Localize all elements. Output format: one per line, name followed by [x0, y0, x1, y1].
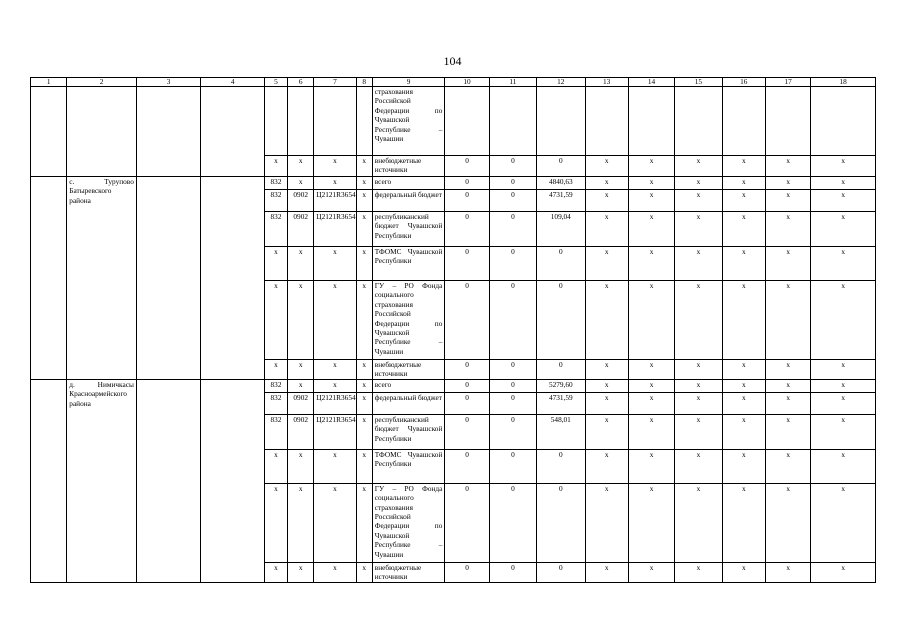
ministry-code: х	[264, 247, 287, 281]
value-col-15: х	[675, 177, 722, 190]
value-col-14: х	[628, 212, 674, 247]
value-col-17: х	[765, 449, 810, 483]
value-col-13: х	[585, 190, 628, 212]
value-col-12: 0	[537, 483, 585, 562]
empty-cell	[31, 87, 67, 156]
value-col-15: х	[675, 247, 722, 281]
empty-cell	[314, 87, 356, 156]
value-col-14: х	[628, 190, 674, 212]
section-code: х	[288, 247, 314, 281]
value-col-17: х	[765, 247, 810, 281]
empty-cell	[31, 392, 67, 414]
value-col-10: 0	[445, 414, 489, 449]
funding-source: республиканский бюджет Чувашской Республики	[372, 212, 445, 247]
value-col-11: 0	[489, 281, 536, 360]
value-col-15: х	[675, 156, 722, 177]
empty-cell	[537, 87, 585, 156]
value-col-12: 0	[537, 562, 585, 582]
empty-cell	[811, 87, 876, 156]
ministry-code: х	[264, 483, 287, 562]
value-col-10: 0	[445, 177, 489, 190]
value-col-17: х	[765, 212, 810, 247]
value-col-15: х	[675, 392, 722, 414]
funding-source: федеральный бюджет	[372, 190, 445, 212]
value-col-14: х	[628, 247, 674, 281]
empty-cell	[675, 87, 722, 156]
value-col-16: х	[722, 212, 765, 247]
value-col-18: х	[811, 156, 876, 177]
value-col-12: 5279,60	[537, 379, 585, 392]
expense-type-code: х	[356, 414, 372, 449]
ministry-code: х	[264, 156, 287, 177]
ministry-code: х	[264, 360, 287, 380]
column-number-header: 10	[445, 78, 489, 87]
value-col-12: 0	[537, 156, 585, 177]
value-col-14: х	[628, 483, 674, 562]
empty-cell	[31, 483, 67, 562]
empty-cell	[31, 177, 67, 190]
value-col-16: х	[722, 483, 765, 562]
empty-cell	[201, 156, 265, 177]
column-number-header: 6	[288, 78, 314, 87]
value-col-18: х	[811, 483, 876, 562]
empty-cell	[201, 87, 265, 156]
value-col-13: х	[585, 562, 628, 582]
empty-cell	[585, 87, 628, 156]
value-col-11: 0	[489, 392, 536, 414]
table-row	[31, 379, 876, 392]
ministry-code: 832	[264, 392, 287, 414]
value-col-17: х	[765, 379, 810, 392]
value-col-15: х	[675, 212, 722, 247]
value-col-10: 0	[445, 562, 489, 582]
funding-source: ТФОМС Чувашской Республики	[372, 449, 445, 483]
value-col-12: 0	[537, 281, 585, 360]
column-number-header: 17	[765, 78, 810, 87]
section-code: 0902	[288, 392, 314, 414]
ministry-code: 832	[264, 414, 287, 449]
empty-cell	[489, 87, 536, 156]
target-article-code: х	[314, 360, 356, 380]
target-article-code: х	[314, 562, 356, 582]
empty-cell	[31, 379, 67, 392]
empty-cell	[67, 156, 137, 177]
value-col-10: 0	[445, 190, 489, 212]
value-col-13: х	[585, 281, 628, 360]
value-col-16: х	[722, 156, 765, 177]
value-col-10: 0	[445, 247, 489, 281]
column-number-header: 7	[314, 78, 356, 87]
value-col-14: х	[628, 414, 674, 449]
column-number-header: 9	[372, 78, 445, 87]
value-col-11: 0	[489, 360, 536, 380]
value-col-18: х	[811, 360, 876, 380]
settlement-name: с. Турупово Батыревского района	[67, 177, 137, 380]
funding-source: страхования Российской Федерации по Чувашской Республике – Чувашии	[372, 87, 445, 156]
value-col-10: 0	[445, 379, 489, 392]
value-col-16: х	[722, 414, 765, 449]
section-code: х	[288, 281, 314, 360]
empty-cell	[136, 379, 201, 582]
budget-table	[30, 77, 876, 583]
value-col-13: х	[585, 156, 628, 177]
target-article-code: х	[314, 177, 356, 190]
column-number-header: 13	[585, 78, 628, 87]
empty-cell	[136, 177, 201, 380]
value-col-13: х	[585, 360, 628, 380]
funding-source: республиканский бюджет Чувашской Республики	[372, 414, 445, 449]
value-col-16: х	[722, 562, 765, 582]
section-code: х	[288, 562, 314, 582]
expense-type-code: х	[356, 392, 372, 414]
value-col-12: 109,04	[537, 212, 585, 247]
value-col-10: 0	[445, 212, 489, 247]
ministry-code: 832	[264, 177, 287, 190]
value-col-10: 0	[445, 360, 489, 380]
value-col-14: х	[628, 177, 674, 190]
empty-cell	[628, 87, 674, 156]
value-col-11: 0	[489, 414, 536, 449]
target-article-code: х	[314, 247, 356, 281]
value-col-14: х	[628, 156, 674, 177]
value-col-11: 0	[489, 177, 536, 190]
table-row	[31, 87, 876, 156]
empty-cell	[31, 414, 67, 449]
value-col-11: 0	[489, 212, 536, 247]
value-col-13: х	[585, 392, 628, 414]
value-col-18: х	[811, 379, 876, 392]
value-col-17: х	[765, 156, 810, 177]
value-col-11: 0	[489, 190, 536, 212]
value-col-14: х	[628, 281, 674, 360]
value-col-17: х	[765, 177, 810, 190]
column-number-header: 5	[264, 78, 287, 87]
empty-cell	[31, 190, 67, 212]
target-article-code: х	[314, 483, 356, 562]
empty-cell	[31, 449, 67, 483]
empty-cell	[288, 87, 314, 156]
value-col-12: 0	[537, 449, 585, 483]
target-article-code: Ц2121R3654	[314, 414, 356, 449]
page-number: 104	[443, 54, 462, 68]
value-col-11: 0	[489, 449, 536, 483]
ministry-code: х	[264, 562, 287, 582]
expense-type-code: х	[356, 247, 372, 281]
target-article-code: Ц2121R3654	[314, 190, 356, 212]
expense-type-code: х	[356, 360, 372, 380]
value-col-16: х	[722, 449, 765, 483]
value-col-11: 0	[489, 247, 536, 281]
value-col-10: 0	[445, 483, 489, 562]
value-col-16: х	[722, 392, 765, 414]
expense-type-code: х	[356, 483, 372, 562]
value-col-11: 0	[489, 156, 536, 177]
funding-source: федеральный бюджет	[372, 392, 445, 414]
column-number-header: 4	[201, 78, 265, 87]
value-col-10: 0	[445, 449, 489, 483]
empty-cell	[31, 281, 67, 360]
section-code: 0902	[288, 190, 314, 212]
empty-cell	[201, 177, 265, 380]
section-code: х	[288, 156, 314, 177]
expense-type-code: х	[356, 562, 372, 582]
value-col-14: х	[628, 392, 674, 414]
settlement-name: д. Нимичкасы Красноармейского района	[67, 379, 137, 582]
value-col-10: 0	[445, 156, 489, 177]
ministry-code: 832	[264, 212, 287, 247]
column-number-header: 11	[489, 78, 536, 87]
empty-cell	[31, 212, 67, 247]
value-col-13: х	[585, 449, 628, 483]
empty-cell	[201, 379, 265, 582]
value-col-14: х	[628, 360, 674, 380]
value-col-10: 0	[445, 392, 489, 414]
column-number-header: 3	[136, 78, 201, 87]
value-col-12: 548,01	[537, 414, 585, 449]
value-col-12: 4840,63	[537, 177, 585, 190]
section-code: х	[288, 379, 314, 392]
section-code: х	[288, 483, 314, 562]
value-col-11: 0	[489, 483, 536, 562]
section-code: 0902	[288, 414, 314, 449]
value-col-18: х	[811, 212, 876, 247]
value-col-16: х	[722, 177, 765, 190]
value-col-15: х	[675, 190, 722, 212]
empty-cell	[31, 247, 67, 281]
value-col-14: х	[628, 562, 674, 582]
empty-cell	[445, 87, 489, 156]
section-code: х	[288, 177, 314, 190]
expense-type-code: х	[356, 379, 372, 392]
expense-type-code: х	[356, 449, 372, 483]
column-number-header: 12	[537, 78, 585, 87]
value-col-18: х	[811, 281, 876, 360]
value-col-18: х	[811, 247, 876, 281]
ministry-code: х	[264, 281, 287, 360]
column-number-header: 2	[67, 78, 137, 87]
table-row	[31, 156, 876, 177]
empty-cell	[136, 87, 201, 156]
section-code: х	[288, 360, 314, 380]
table-row	[31, 177, 876, 190]
funding-source: внебюджетные источники	[372, 562, 445, 582]
column-number-row	[31, 78, 876, 87]
value-col-17: х	[765, 190, 810, 212]
expense-type-code: х	[356, 281, 372, 360]
target-article-code: Ц2121R3654	[314, 392, 356, 414]
value-col-13: х	[585, 177, 628, 190]
ministry-code: 832	[264, 190, 287, 212]
value-col-17: х	[765, 562, 810, 582]
column-number-header: 18	[811, 78, 876, 87]
target-article-code: х	[314, 449, 356, 483]
funding-source: ГУ – РО Фонда социального страхования Российской Федерации по Чувашской Республике – Чувашии	[372, 281, 445, 360]
value-col-18: х	[811, 190, 876, 212]
empty-cell	[264, 87, 287, 156]
value-col-18: х	[811, 177, 876, 190]
empty-cell	[31, 562, 67, 582]
value-col-10: 0	[445, 281, 489, 360]
value-col-18: х	[811, 414, 876, 449]
value-col-13: х	[585, 379, 628, 392]
section-code: 0902	[288, 212, 314, 247]
value-col-12: 4731,59	[537, 190, 585, 212]
expense-type-code: х	[356, 156, 372, 177]
value-col-18: х	[811, 392, 876, 414]
empty-cell	[136, 156, 201, 177]
value-col-13: х	[585, 414, 628, 449]
ministry-code: х	[264, 449, 287, 483]
empty-cell	[765, 87, 810, 156]
value-col-16: х	[722, 379, 765, 392]
value-col-18: х	[811, 449, 876, 483]
column-number-header: 15	[675, 78, 722, 87]
column-number-header: 1	[31, 78, 67, 87]
value-col-15: х	[675, 483, 722, 562]
empty-cell	[31, 156, 67, 177]
target-article-code: Ц2121R3654	[314, 212, 356, 247]
funding-source: всего	[372, 379, 445, 392]
value-col-16: х	[722, 190, 765, 212]
value-col-17: х	[765, 281, 810, 360]
value-col-12: 4731,59	[537, 392, 585, 414]
value-col-12: 0	[537, 247, 585, 281]
column-number-header: 8	[356, 78, 372, 87]
value-col-17: х	[765, 392, 810, 414]
value-col-16: х	[722, 360, 765, 380]
column-number-header: 14	[628, 78, 674, 87]
value-col-11: 0	[489, 379, 536, 392]
expense-type-code: х	[356, 212, 372, 247]
value-col-17: х	[765, 483, 810, 562]
target-article-code: х	[314, 156, 356, 177]
value-col-17: х	[765, 414, 810, 449]
target-article-code: х	[314, 379, 356, 392]
value-col-17: х	[765, 360, 810, 380]
value-col-16: х	[722, 247, 765, 281]
value-col-15: х	[675, 379, 722, 392]
ministry-code: 832	[264, 379, 287, 392]
target-article-code: х	[314, 281, 356, 360]
value-col-14: х	[628, 379, 674, 392]
value-col-11: 0	[489, 562, 536, 582]
value-col-12: 0	[537, 360, 585, 380]
empty-cell	[31, 360, 67, 380]
value-col-13: х	[585, 247, 628, 281]
value-col-15: х	[675, 281, 722, 360]
empty-cell	[67, 87, 137, 156]
value-col-13: х	[585, 483, 628, 562]
column-number-header: 16	[722, 78, 765, 87]
value-col-18: х	[811, 562, 876, 582]
value-col-15: х	[675, 562, 722, 582]
funding-source: внебюджетные источники	[372, 360, 445, 380]
value-col-15: х	[675, 414, 722, 449]
value-col-15: х	[675, 360, 722, 380]
funding-source: внебюджетные источники	[372, 156, 445, 177]
value-col-14: х	[628, 449, 674, 483]
expense-type-code: х	[356, 190, 372, 212]
empty-cell	[722, 87, 765, 156]
value-col-13: х	[585, 212, 628, 247]
empty-cell	[356, 87, 372, 156]
expense-type-code: х	[356, 177, 372, 190]
funding-source: ГУ – РО Фонда социального страхования Российской Федерации по Чувашской Республике – Чувашии	[372, 483, 445, 562]
value-col-16: х	[722, 281, 765, 360]
value-col-15: х	[675, 449, 722, 483]
section-code: х	[288, 449, 314, 483]
funding-source: ТФОМС Чувашской Республики	[372, 247, 445, 281]
funding-source: всего	[372, 177, 445, 190]
